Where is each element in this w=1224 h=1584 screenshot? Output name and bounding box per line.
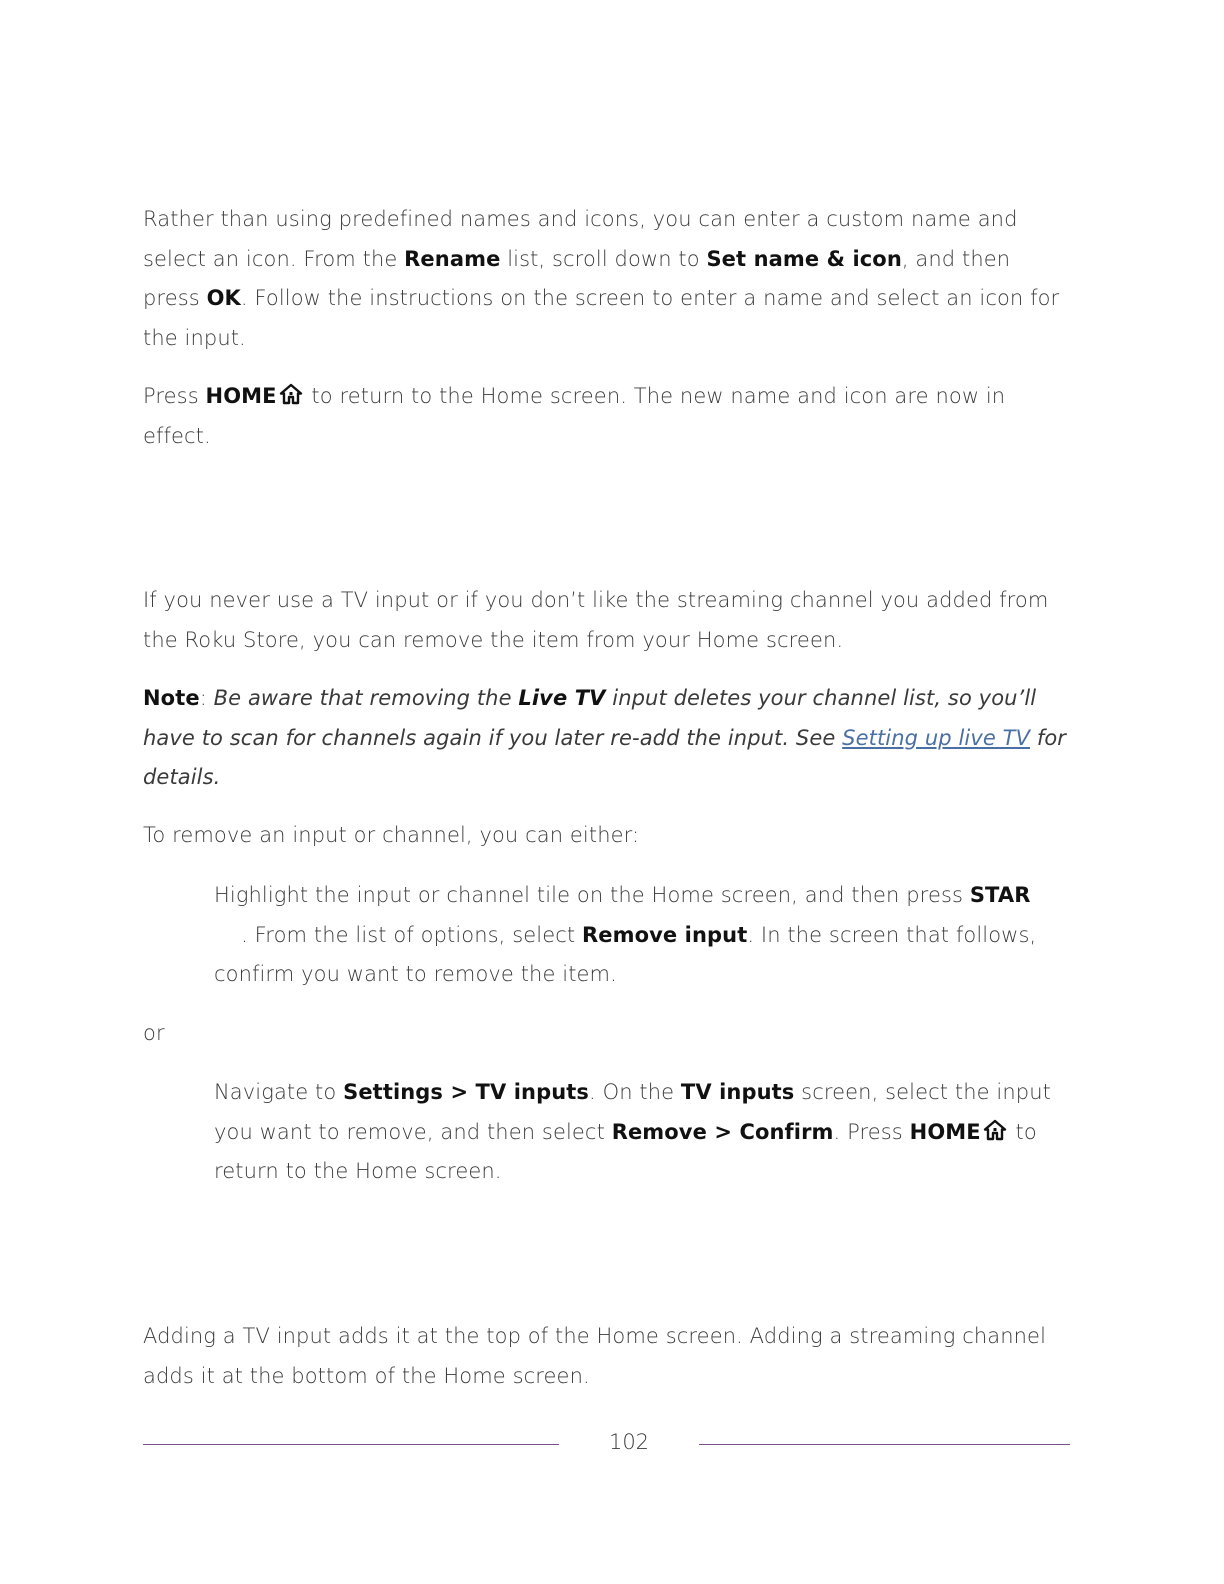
note-paragraph (143, 679, 1073, 798)
live-tv-term: Live TV (518, 686, 606, 710)
ok-term: OK (206, 286, 241, 310)
footer-rule-left (143, 1444, 559, 1445)
text-run: , and then press (143, 246, 1011, 310)
option-star-paragraph (214, 876, 1074, 995)
text-run: Press (143, 384, 206, 408)
text-run: . Follow the instructions on the screen to enter a name and select an icon for the input. (143, 286, 1060, 350)
tv-inputs-term: TV inputs (680, 1080, 795, 1104)
text-run: or (143, 1021, 165, 1045)
remove-confirm-term: Remove > Confirm (611, 1119, 834, 1144)
adding-paragraph (143, 1317, 1073, 1396)
option-settings-paragraph (214, 1073, 1074, 1192)
text-run: screen, select the input you want to remove, and then select (214, 1080, 1051, 1144)
text-run: to return to the Home screen. The new name and icon are now in effect. (143, 384, 1006, 448)
note-text: input deletes your channel list, so you’ll have to scan for channels again if you later re-add the input. See (143, 686, 1037, 750)
text-run: Adding a TV input adds it at the top of the Home screen. Adding a streaming channel adds it at the bottom of the Home screen. (143, 1324, 1047, 1388)
text-run: . From the list of options, select (214, 922, 582, 947)
text-run: Highlight the input or channel tile on the Home screen, and then press (214, 883, 970, 907)
home-term: HOME (909, 1119, 981, 1144)
text-run: list, scroll down to (500, 246, 707, 271)
text-run: . Press (833, 1119, 910, 1144)
custom-name-paragraph (143, 200, 1073, 358)
text-run: Rather than using predefined names and icons, you can enter a custom name and select an icon. From the (143, 207, 1018, 271)
text-run: . In the screen that follows, confirm you want to remove the item. (214, 922, 1037, 986)
settings-tv-inputs-term: Settings > TV inputs (343, 1080, 590, 1104)
text-run: Navigate to (214, 1080, 344, 1104)
home-icon (279, 382, 303, 406)
remove-intro-paragraph (143, 581, 1073, 660)
text-run: . On the (589, 1080, 681, 1104)
note-text: for details. (143, 725, 1066, 789)
note-text: Be aware that removing the (213, 686, 519, 710)
press-home-paragraph (143, 377, 1073, 456)
text-run: to return to the Home screen. (214, 1119, 1037, 1183)
setting-up-live-tv-link[interactable]: Setting up live TV (842, 725, 1031, 750)
or-separator (143, 1014, 1073, 1054)
note-label: Note (143, 686, 200, 710)
footer-rule-right (699, 1444, 1070, 1445)
text-run: : (199, 686, 214, 710)
page-number: 102 (608, 1430, 650, 1454)
text-run: To remove an input or channel, you can either: (143, 823, 640, 847)
text-run: If you never use a TV input or if you don’t like the streaming channel you added from the Roku Store, you can remove the item from your Home screen. (143, 588, 1049, 652)
star-term: STAR (969, 883, 1031, 907)
remove-input-term: Remove input (582, 922, 748, 947)
home-icon (983, 1118, 1007, 1142)
rename-term: Rename (404, 246, 501, 271)
home-term: HOME (205, 384, 277, 408)
set-name-icon-term: Set name & icon (706, 246, 902, 271)
remove-options-intro (143, 816, 1073, 856)
